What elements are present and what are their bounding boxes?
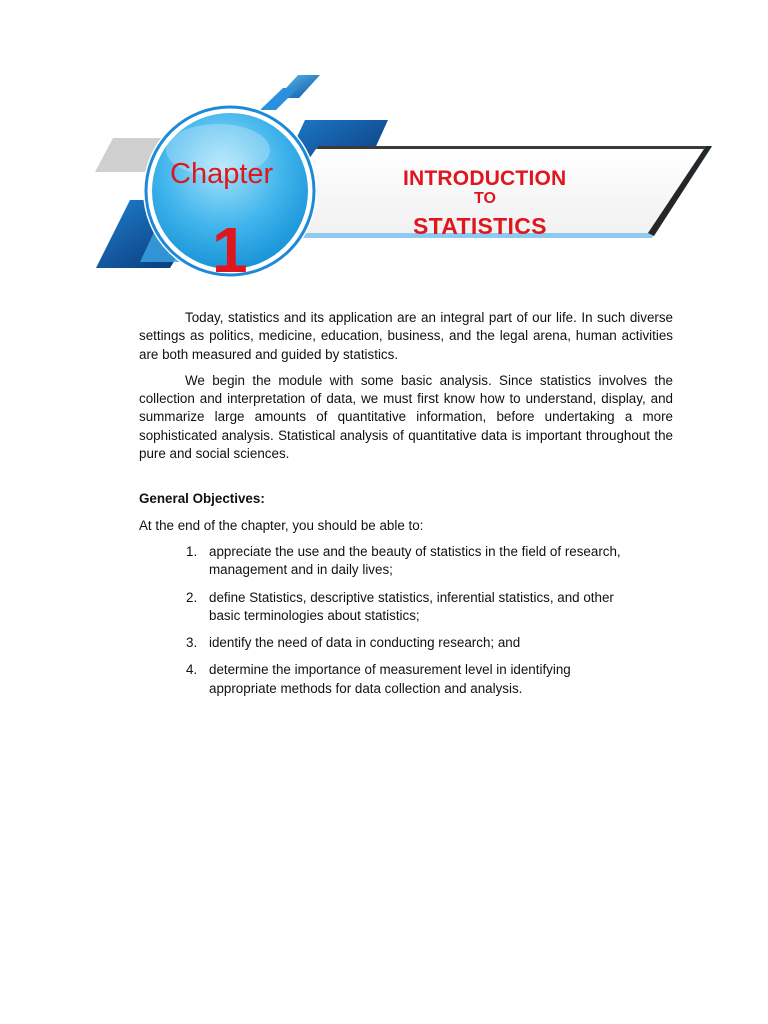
objective-number: 4. bbox=[186, 662, 198, 678]
objective-item bbox=[139, 543, 673, 580]
title-band-top-edge bbox=[316, 146, 706, 149]
objective-text: define Statistics, descriptive statistics, inferential statistics, and other basic terminologies about statistics; bbox=[209, 589, 614, 623]
objective-text: appreciate the use and the beauty of statistics in the field of research, management and in daily lives; bbox=[209, 543, 621, 578]
intro-paragraph-2: We begin the module with some basic analysis. Since statistics involves the collection and interpretation of data, we must first know how to understand, display, and summarize large amounts of quantitative information, before undertaking a more sophisticated analysis. Statistical analysis of quantitative data is important throughout the pure and social sciences. bbox=[139, 372, 673, 462]
objective-number: 1. bbox=[186, 543, 198, 559]
chapter-title-line-1: INTRODUCTION bbox=[403, 167, 567, 190]
objective-number: 2. bbox=[186, 589, 198, 605]
objectives-intro: At the end of the chapter, you should be able to: bbox=[139, 517, 424, 533]
chapter-banner bbox=[0, 0, 768, 300]
chapter-content bbox=[139, 309, 673, 707]
objectives-heading: General Objectives: bbox=[139, 491, 265, 507]
objectives-list bbox=[139, 543, 673, 698]
chapter-label: Chapter bbox=[170, 158, 274, 190]
chapter-title-line-2: TO bbox=[474, 190, 496, 207]
objective-number: 3. bbox=[186, 635, 198, 651]
stripe-top-long bbox=[260, 88, 298, 110]
objective-text: determine the importance of measurement level in identifying appropriate methods for data collection and analysis. bbox=[209, 662, 571, 696]
intro-paragraph-1: Today, statistics and its application are an integral part of our life. In such diverse settings as politics, medicine, education, business, and the legal arena, human activities are both measured and guided by statistics. bbox=[139, 310, 673, 362]
chapter-number: 1 bbox=[212, 214, 248, 286]
chapter-title-line-3: STATISTICS bbox=[413, 213, 547, 239]
objective-item bbox=[139, 589, 673, 626]
objective-item bbox=[139, 634, 673, 652]
objective-item bbox=[139, 661, 673, 698]
objective-text: identify the need of data in conducting research; and bbox=[209, 635, 521, 651]
